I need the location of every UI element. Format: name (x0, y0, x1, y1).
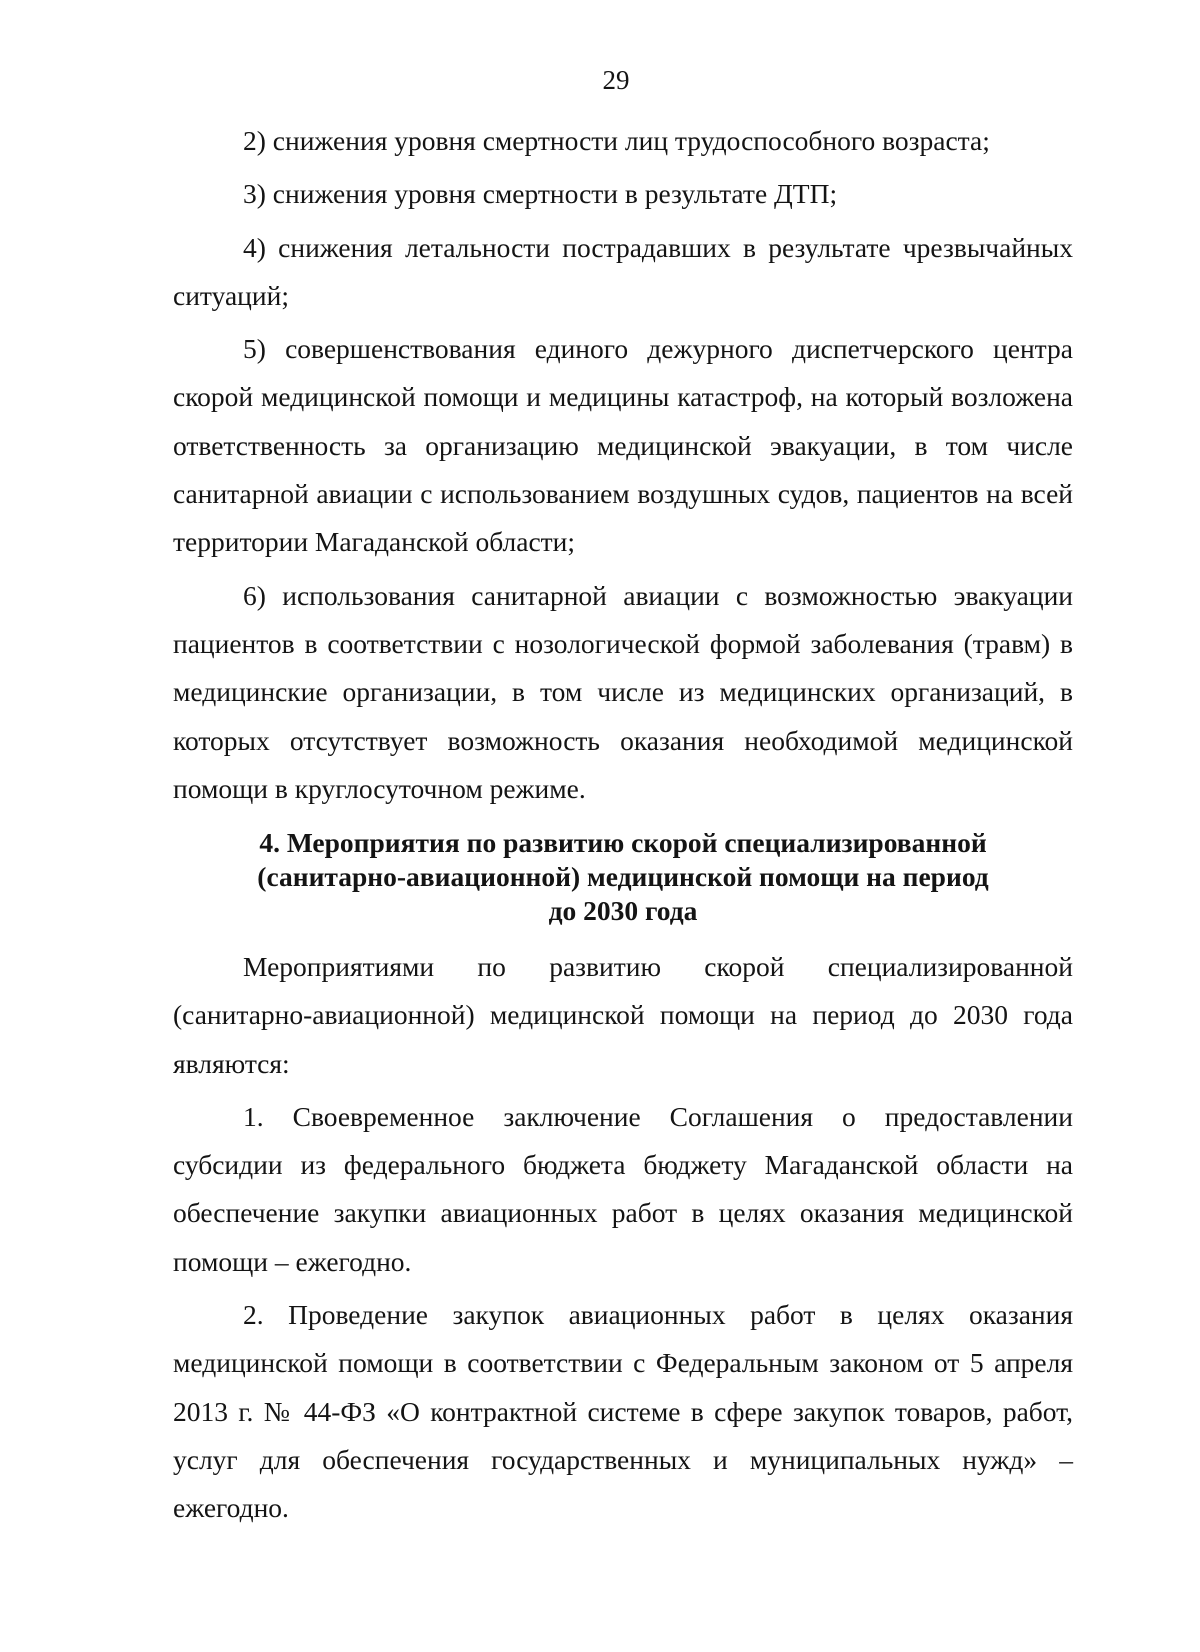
list-item: 2) снижения уровня смертности лиц трудоспособного возраста; (243, 125, 990, 156)
list-item: 5) совершенствования единого дежурного диспетчерского центра скорой медицинской помощи и медицины катастроф, на который возложена ответственность за организацию медицинской эвакуации, в том числе санитарной авиации с использованием воздушных судов, пациентов на всей территории Магаданской области; (173, 333, 1073, 558)
intro-paragraph: Мероприятиями по развитию скорой специализированной (санитарно-авиационной) медицинской помощи на период до 2030 года являются: (173, 951, 1073, 1079)
page-number: 29 (602, 65, 630, 95)
section-heading-line: до 2030 года (548, 895, 698, 926)
list-item: 3) снижения уровня смертности в результате ДТП; (243, 178, 838, 210)
section-body (173, 943, 1073, 1533)
measure-item: 1. Своевременное заключение Соглашения о предоставлении субсидии из федерального бюджета бюджету Магаданской области на обеспечение закупки авиационных работ в целях оказания медицинской помощи – ежегодно. (173, 1100, 1073, 1277)
section-heading-line: (санитарно-авиационной) медицинской помощи на период (257, 861, 989, 892)
outcomes-list (173, 117, 1073, 813)
list-item: 4) снижения летальности пострадавших в результате чрезвычайных ситуаций; (173, 231, 1073, 311)
section-heading (173, 826, 1073, 928)
measure-item: 2. Проведение закупок авиационных работ в целях оказания медицинской помощи в соответствии с Федеральным законом от 5 апреля 2013 г. № 44-ФЗ «О контрактной системе в сфере закупок товаров, работ, услуг для обеспечения государственных и муниципальных нужд» – ежегодно. (173, 1299, 1073, 1524)
list-item: 6) использования санитарной авиации с возможностью эвакуации пациентов в соответствии с нозологической формой заболевания (травм) в медицинские организации, в том числе из медицинских организаций, в которых отсутствует возможность оказания необходимой медицинской помощи в круглосуточном режиме. (173, 579, 1073, 804)
section-heading-line: 4. Мероприятия по развитию скорой специализированной (259, 827, 987, 858)
